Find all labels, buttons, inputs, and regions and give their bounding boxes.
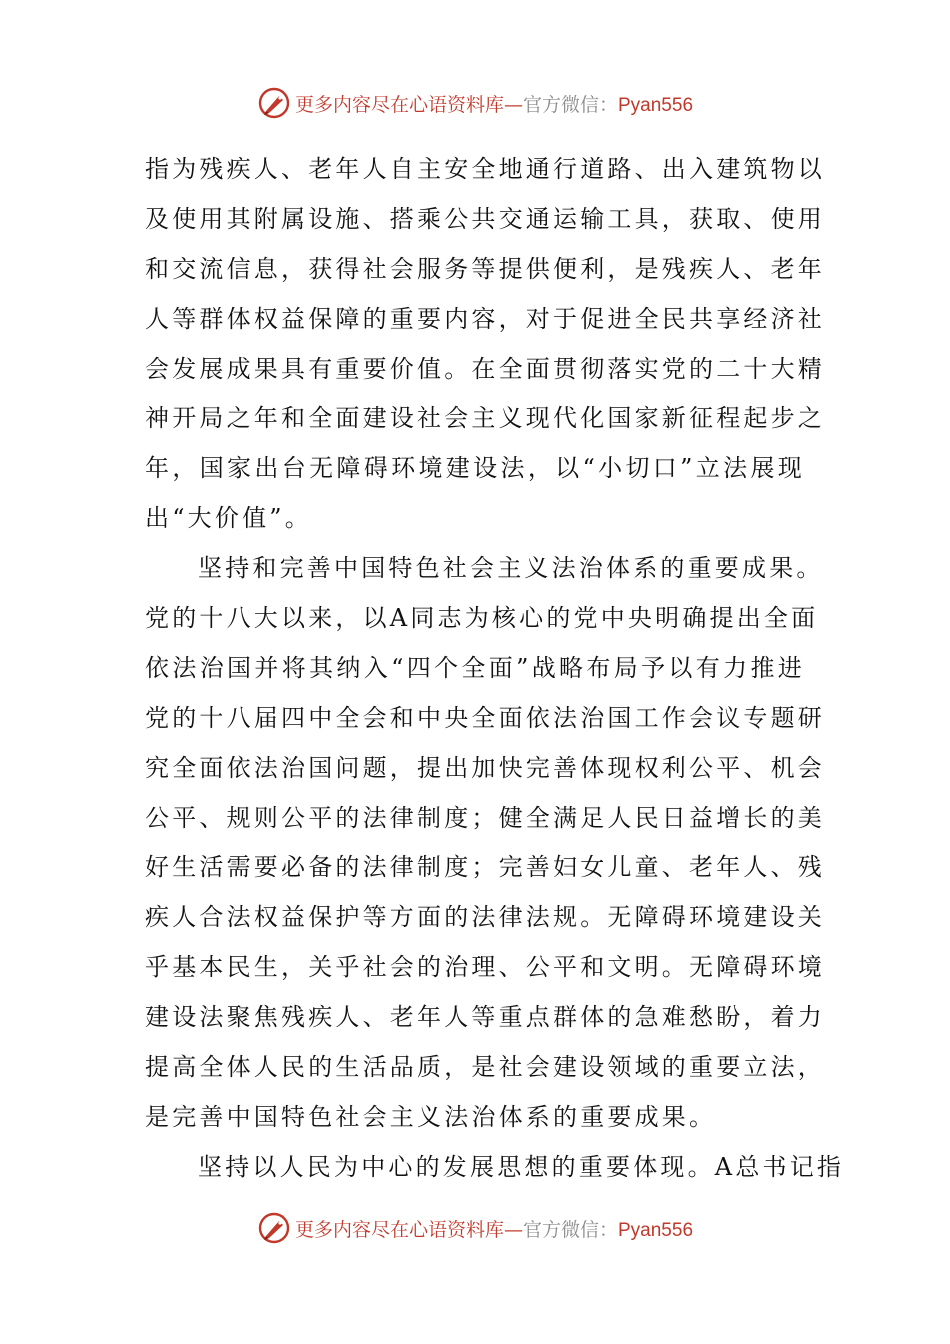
- text-line: 提高全体人民的生活品质，是社会建设领域的重要立法，: [145, 1053, 825, 1082]
- footer-banner: [0, 1211, 950, 1245]
- text-line: 神开局之年和全面建设社会主义现代化国家新征程起步之: [145, 404, 825, 433]
- text-line: 是完善中国特色社会主义法治体系的重要成果。: [145, 1102, 717, 1131]
- paragraph: [145, 145, 825, 544]
- text-line: 党的十八大以来，以A同志为核心的党中央明确提出全面: [145, 604, 819, 633]
- text-line: 公平、规则公平的法律制度；健全满足人民日益增长的美: [145, 803, 825, 832]
- banner-wechat-label: 官方微信：: [522, 1218, 618, 1241]
- document-body: [145, 145, 845, 1193]
- text-line: 出“大价值”。: [145, 504, 312, 533]
- banner-wechat-id: Pyan556: [618, 94, 694, 116]
- text-line: 建设法聚焦残疾人、老年人等重点群体的急难愁盼，着力: [145, 1003, 825, 1032]
- text-line: 坚持以人民为中心的发展思想的重要体现。A总书记指: [198, 1152, 845, 1181]
- banner-title: 更多内容尽在心语资料库: [294, 1218, 504, 1241]
- text-line: 人等群体权益保障的重要内容，对于促进全民共享经济社: [145, 304, 825, 333]
- text-line: 年，国家出台无障碍环境建设法，以“小切口”立法展现: [145, 454, 805, 483]
- pen-nib-logo-icon: [257, 1211, 291, 1245]
- text-line: 好生活需要必备的法律制度；完善妇女儿童、老年人、残: [145, 853, 825, 882]
- text-line: 乎基本民生，关乎社会的治理、公平和文明。无障碍环境: [145, 953, 825, 982]
- text-line: 党的十八届四中全会和中央全面依法治国工作会议专题研: [145, 703, 825, 732]
- banner-title: 更多内容尽在心语资料库: [294, 93, 504, 116]
- header-banner: [0, 86, 950, 120]
- text-line: 会发展成果具有重要价值。在全面贯彻落实党的二十大精: [145, 354, 825, 383]
- banner-wechat-label: 官方微信：: [522, 93, 618, 116]
- banner-text: [295, 90, 693, 117]
- text-line: 坚持和完善中国特色社会主义法治体系的重要成果。: [198, 554, 824, 583]
- paragraph: [145, 544, 825, 1143]
- banner-wechat-id: Pyan556: [618, 1219, 694, 1241]
- banner-dash: —: [503, 93, 523, 116]
- paragraph: [145, 1143, 845, 1193]
- text-line: 疾人合法权益保护等方面的法律法规。无障碍环境建设关: [145, 903, 825, 932]
- text-line: 和交流信息，获得社会服务等提供便利，是残疾人、老年: [145, 254, 825, 283]
- pen-nib-logo-icon: [257, 86, 291, 120]
- banner-text: [295, 1215, 693, 1242]
- text-line: 依法治国并将其纳入“四个全面”战略布局予以有力推进: [145, 653, 805, 682]
- text-line: 究全面依法治国问题，提出加快完善体现权利公平、机会: [145, 753, 825, 782]
- text-line: 及使用其附属设施、搭乘公共交通运输工具，获取、使用: [145, 204, 825, 233]
- text-line: 指为残疾人、老年人自主安全地通行道路、出入建筑物以: [145, 155, 825, 183]
- banner-dash: —: [503, 1218, 523, 1241]
